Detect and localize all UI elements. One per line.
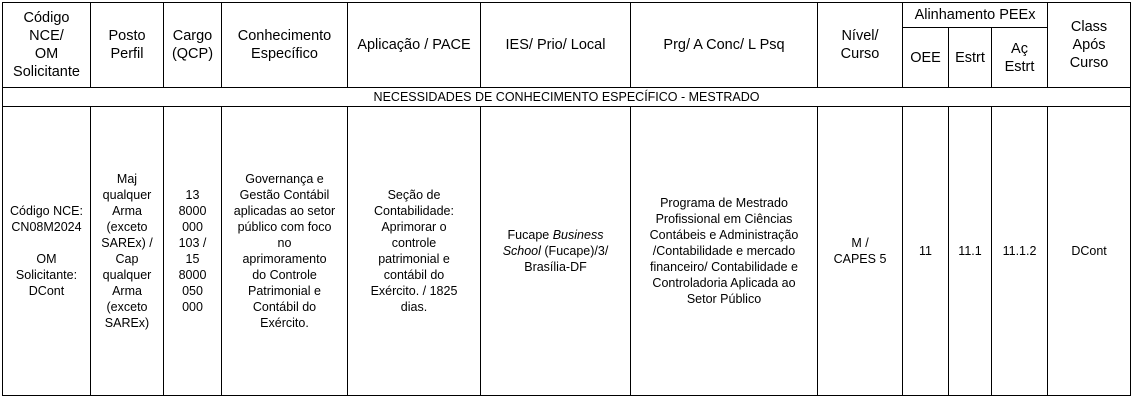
cell-aplicacao: Seção de Contabilidade: Aprimorar o controle patrimonial e contábil do Exército. / 1825 dias. (348, 107, 481, 396)
cell-posto: Maj qualquer Arma (exceto SAREx) / Cap qualquer Arma (exceto SAREx) (91, 107, 164, 396)
ies-local: Brasília-DF (524, 260, 587, 274)
nce-table (2, 2, 1131, 396)
ies-suffix: (Fucape)/3/ (540, 244, 609, 258)
header-ies: IES/ Prio/ Local (481, 3, 631, 88)
ies-italic-1: Business (552, 228, 604, 242)
header-class: Class Após Curso (1048, 3, 1131, 88)
cell-ies (481, 107, 631, 396)
cell-estrt: 11.1 (949, 107, 992, 396)
cell-nivel: M / CAPES 5 (818, 107, 903, 396)
cell-codigo: Código NCE: CN08M2024 OM Solicitante: DCont (3, 107, 91, 396)
ies-italic-2: School (502, 244, 541, 258)
header-codigo: Código NCE/ OM Solicitante (3, 3, 91, 88)
header-alinhamento: Alinhamento PEEx (903, 3, 1048, 28)
header-conhecimento: Conhecimento Específico (222, 3, 348, 88)
cell-conhecimento: Governança e Gestão Contábil aplicadas ao setor público com foco no aprimoramento do Controle Patrimonial e Contábil do Exército. (222, 107, 348, 396)
header-prg: Prg/ A Conc/ L Psq (631, 3, 818, 88)
header-cargo: Cargo (QCP) (164, 3, 222, 88)
section-title: NECESSIDADES DE CONHECIMENTO ESPECÍFICO - MESTRADO (3, 88, 1131, 107)
header-posto-perfil: Posto Perfil (91, 3, 164, 88)
header-oee: OEE (903, 28, 949, 88)
header-aplicacao: Aplicação / PACE (348, 3, 481, 88)
header-nivel: Nível/ Curso (818, 3, 903, 88)
cell-prg: Programa de Mestrado Profissional em Ciências Contábeis e Administração /Contabilidade e mercado financeiro/ Contabilidade e Controladoria Aplicada ao Setor Público (631, 107, 818, 396)
table-row (3, 107, 1131, 396)
cell-cargo: 13 8000 000 103 / 15 8000 050 000 (164, 107, 222, 396)
cell-ac-estrt: 11.1.2 (992, 107, 1048, 396)
cell-class: DCont (1048, 107, 1131, 396)
ies-prefix: Fucape (507, 228, 553, 242)
cell-oee: 11 (903, 107, 949, 396)
header-estrt: Estrt (949, 28, 992, 88)
header-ac-estrt: Aç Estrt (992, 28, 1048, 88)
